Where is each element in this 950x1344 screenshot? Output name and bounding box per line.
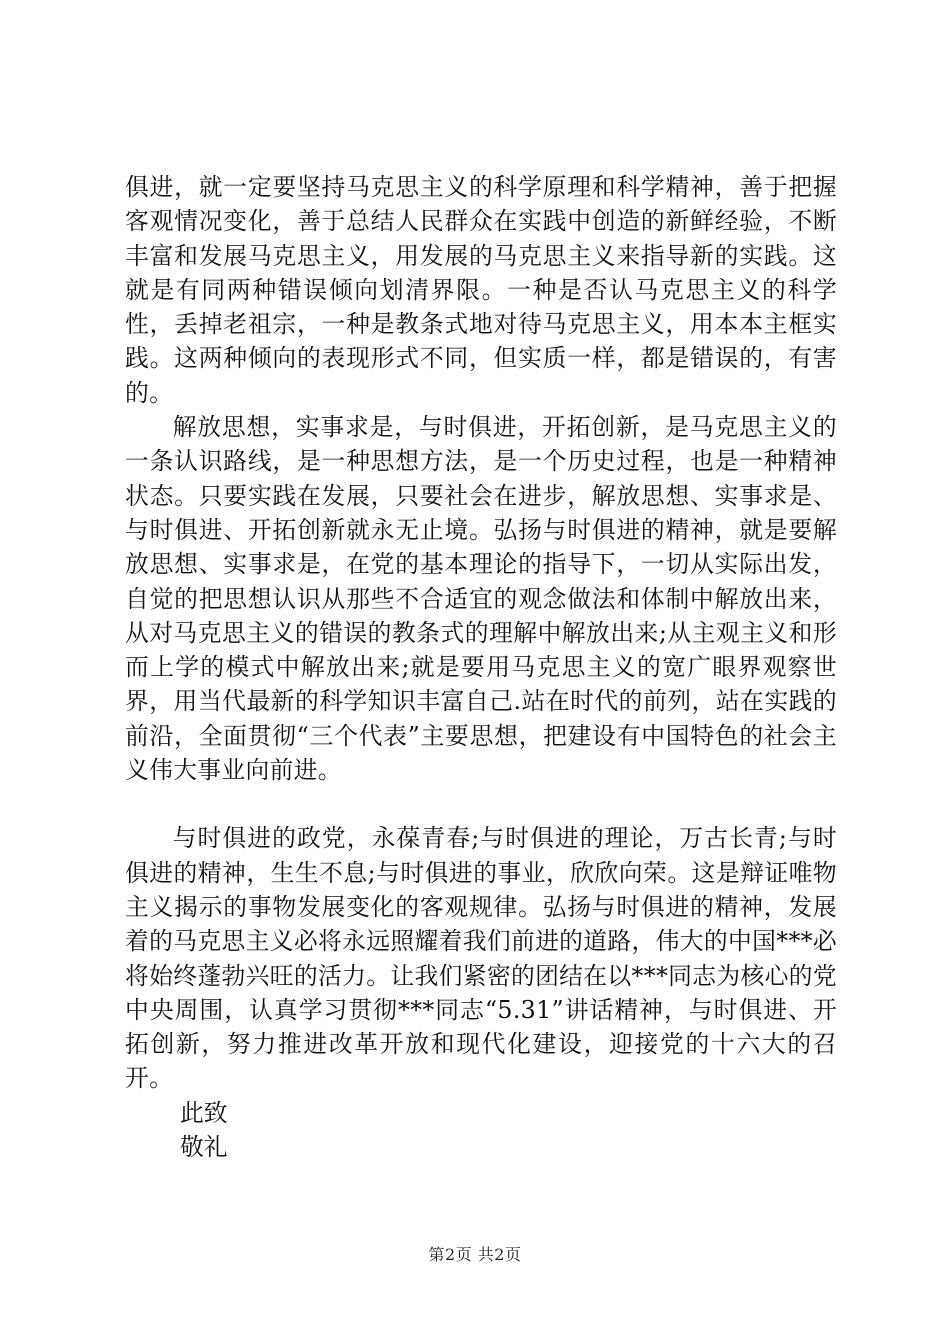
closing-salutation: 此致 [180,1098,228,1127]
paragraph-2: 解放思想，实事求是，与时俱进，开拓创新，是马克思主义的一条认识路线，是一种思想方法，是一个历史过程，也是一种精神状态。只要实践在发展，只要社会在进步，解放思想、实事求是、与时俱进、开拓创新就永无止境。弘扬与时俱进的精神，就是要解放思想、实事求是，在党的基本理论的指导下，一切从实际出发，自觉的把思想认识从那些不合适宜的观念做法和体制中解放出来，从对马克思主义的错误的教条式的理解中解放出来;从主观主义和形而上学的模式中解放出来;就是要用马克思主义的宽广眼界观察世界，用当代最新的科学知识丰富自己.站在时代的前列，站在实践的前沿，全面贯彻“三个代表”主要思想，把建设有中国特色的社会主义伟大事业向前进。 [125,413,837,785]
paragraph-1: 俱进，就一定要坚持马克思主义的科学原理和科学精神，善于把握客观情况变化，善于总结人民群众在实践中创造的新鲜经验，不断丰富和发展马克思主义，用发展的马克思主义来指导新的实践。这就是有同两种错误倾向划清界限。一种是否认马克思主义的科学性，丢掉老祖宗，一种是教条式地对待马克思主义，用本本主框实践。这两种倾向的表现形式不同，但实质一样，都是错误的，有害的。 [125,173,837,407]
closing-regards: 敬礼 [180,1133,228,1162]
document-body [125,170,837,1164]
paragraph-spacer [125,787,837,821]
paragraph-3: 与时俱进的政党，永葆青春;与时俱进的理论，万古长青;与时俱进的精神，生生不息;与时俱进的事业，欣欣向荣。这是辩证唯物主义揭示的事物发展变化的客观规律。弘扬与时俱进的精神，发展着的马克思主义必将永远照耀着我们前进的道路，伟大的中国***必将始终蓬勃兴旺的活力。让我们紧密的团结在以***同志为核心的党中央周围，认真学习贯彻***同志“5.31”讲话精神，与时俱进、开拓创新，努力推进改革开放和现代化建设，迎接党的十六大的召开。 [125,824,837,1093]
page-number-footer: 第2页 共2页 [428,1245,522,1264]
